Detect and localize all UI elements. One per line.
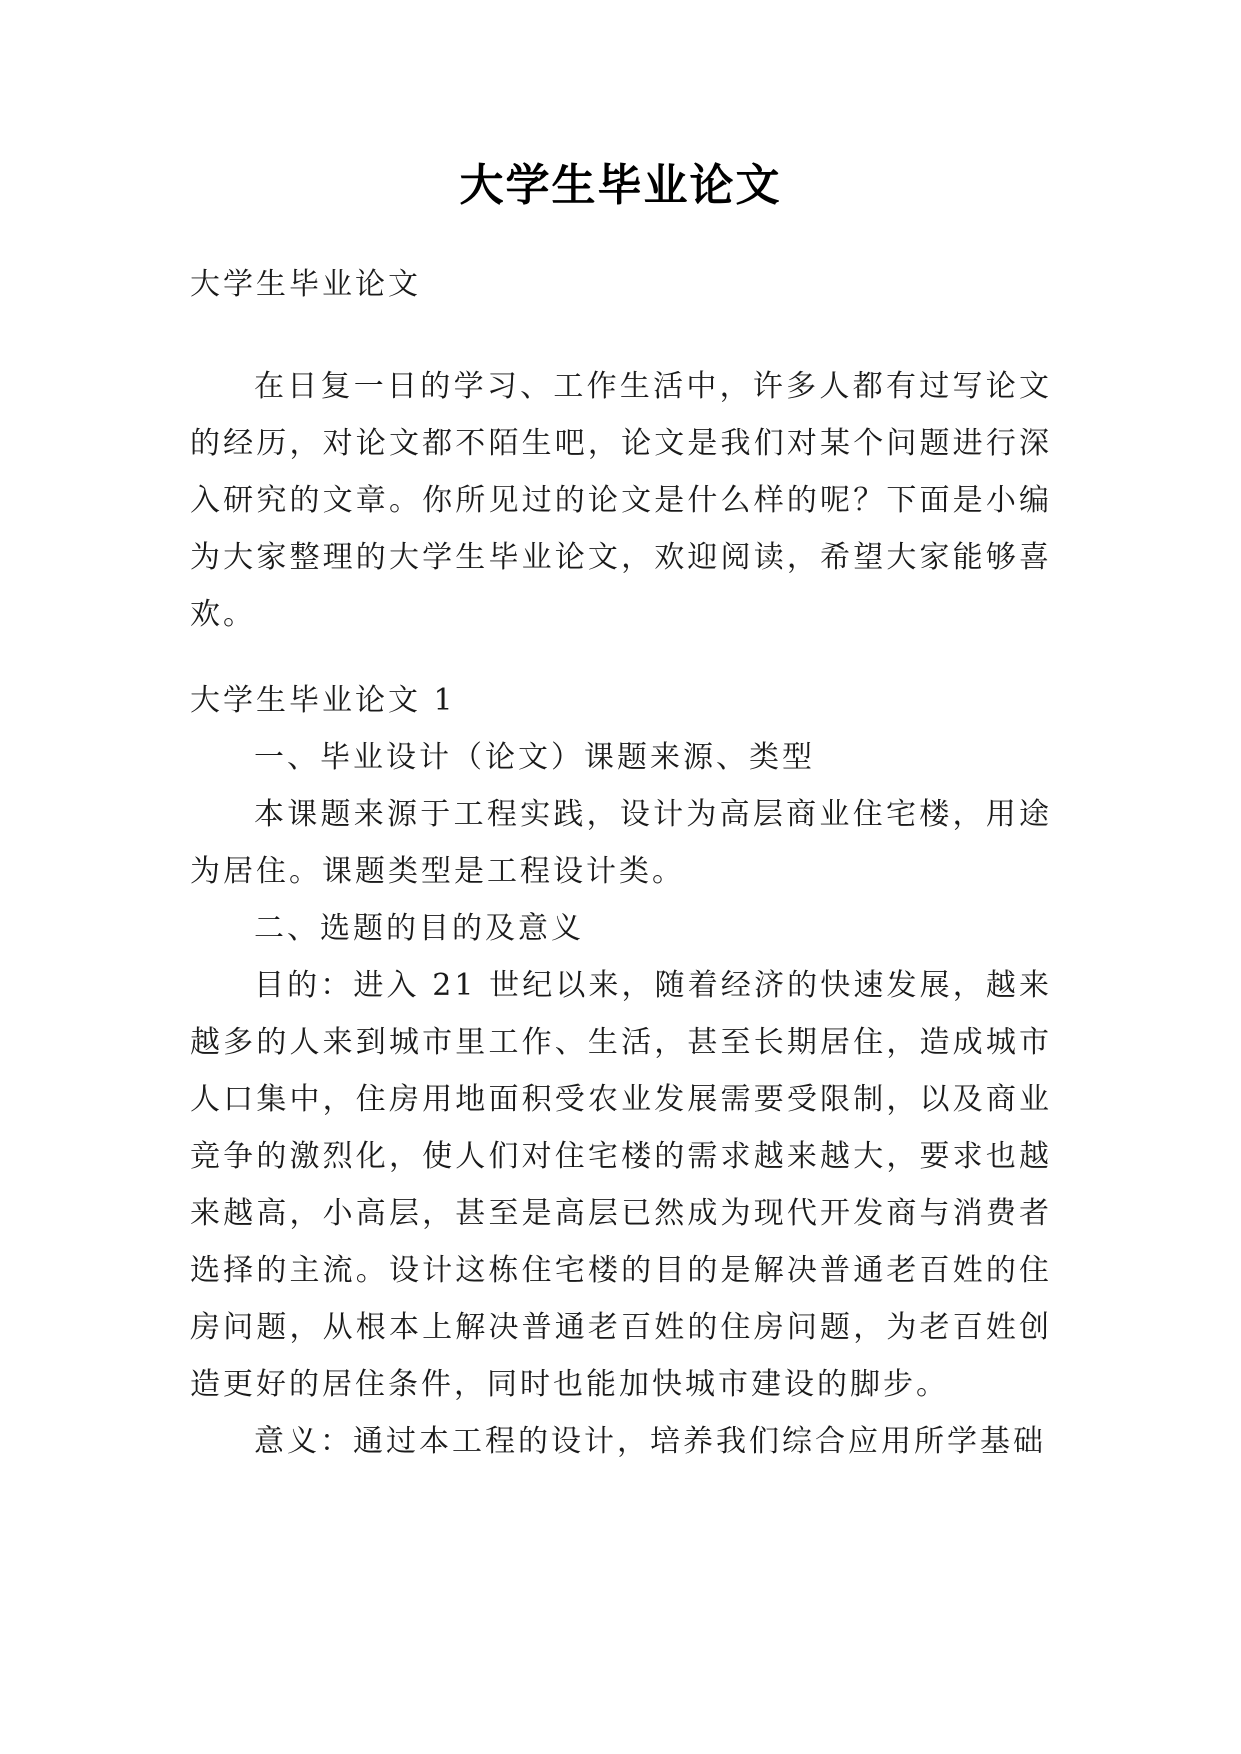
paragraph-1: 本课题来源于工程实践，设计为高层商业住宅楼，用途为居住。课题类型是工程设计类。 bbox=[190, 797, 1052, 889]
document-subtitle: 大学生毕业论文 bbox=[190, 267, 421, 302]
intro-paragraph: 在日复一日的学习、工作生活中，许多人都有过写论文的经历，对论文都不陌生吧，论文是我们对某个问题进行深入研究的文章。你所见过的论文是什么样的呢？下面是小编为大家整理的大学生毕业论文，欢迎阅读，希望大家能够喜欢。 bbox=[190, 369, 1052, 632]
section-title: 大学生毕业论文 1 bbox=[190, 683, 456, 718]
document-title: 大学生毕业论文 bbox=[459, 160, 782, 211]
paragraph-3: 意义：通过本工程的设计，培养我们综合应用所学基础 bbox=[254, 1424, 1046, 1459]
section-heading-2: 二、选题的目的及意义 bbox=[254, 911, 584, 946]
section-heading-1: 一、毕业设计（论文）课题来源、类型 bbox=[254, 740, 815, 775]
paragraph-2: 目的：进入 21 世纪以来，随着经济的快速发展，越来越多的人来到城市里工作、生活，甚至长期居住，造成城市人口集中，住房用地面积受农业发展需要受限制，以及商业竞争的激烈化，使人们对住宅楼的需求越来越大，要求也越来越高，小高层，甚至是高层已然成为现代开发商与消费者选择的主流。设计这栋住宅楼的目的是解决普通老百姓的住房问题，从根本上解决普通老百姓的住房问题，为老百姓创造更好的居住条件，同时也能加快城市建设的脚步。 bbox=[190, 968, 1052, 1402]
